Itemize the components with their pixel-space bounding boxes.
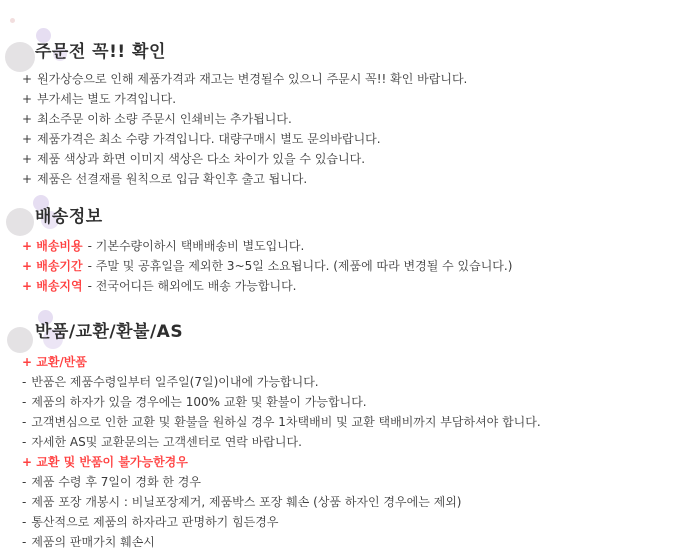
notice-text: - 전국어디든 해외에도 배송 가능합니다. bbox=[87, 279, 297, 293]
heading-row bbox=[22, 28, 690, 63]
notice-text: 통산적으로 제품의 하자라고 판명하기 힘든경우 bbox=[31, 515, 279, 529]
notice-line bbox=[22, 149, 690, 169]
notice-text: 제품은 선결재를 원칙으로 입금 확인후 출고 됩니다. bbox=[37, 172, 308, 186]
notice-bullet: + bbox=[22, 112, 33, 126]
section-heading-shipping bbox=[35, 207, 103, 227]
notice-bullet: - bbox=[22, 535, 27, 549]
notice-bullet: + bbox=[22, 132, 33, 146]
notice-line bbox=[22, 432, 690, 452]
decor-circle-gray bbox=[5, 42, 35, 72]
heading-text: 배송정보 bbox=[35, 207, 103, 228]
notice-text: 최소주문 이하 소량 주문시 인쇄비는 추가됩니다. bbox=[37, 112, 292, 126]
section-shipping-info bbox=[22, 193, 690, 296]
order-check-list bbox=[22, 69, 690, 189]
notice-line bbox=[22, 352, 690, 372]
notice-text: 고객변심으로 인한 교환 및 환불을 원하실 경우 1차택배비 및 교환 택배비까지 부담하셔야 합니다. bbox=[31, 415, 541, 429]
section-heading-order-check bbox=[35, 42, 166, 62]
notice-bullet: - bbox=[22, 375, 27, 389]
notice-label-red: + 배송지역 bbox=[22, 279, 83, 293]
decor-circle-purple bbox=[36, 28, 51, 43]
section-heading-return-exchange bbox=[35, 322, 183, 342]
notice-line bbox=[22, 512, 690, 532]
heading-row bbox=[22, 193, 690, 228]
notice-label-red: + 배송비용 bbox=[22, 239, 83, 253]
heading-text: 주문전 꼭!! 확인 bbox=[35, 42, 166, 63]
notice-line bbox=[22, 236, 690, 256]
notice-bullet: - bbox=[22, 515, 27, 529]
notice-text: 제품가격은 최소 수량 가격입니다. 대량구매시 별도 문의바랍니다. bbox=[37, 132, 381, 146]
decor-circle-gray bbox=[7, 327, 33, 353]
notice-text: 반품은 제품수령일부터 일주일(7일)이내에 가능합니다. bbox=[31, 375, 319, 389]
notice-text: 제품 수령 후 7일이 경화 한 경우 bbox=[31, 475, 201, 489]
heading-row bbox=[22, 308, 690, 343]
return-exchange-list bbox=[22, 352, 690, 552]
section-order-check bbox=[22, 28, 690, 189]
notice-bullet: + bbox=[22, 72, 33, 86]
notice-text: - 기본수량이하시 택배배송비 별도입니다. bbox=[87, 239, 305, 253]
notice-bullet: + bbox=[22, 172, 33, 186]
notice-line bbox=[22, 532, 690, 552]
notice-label-red: + 교환 및 반품이 불가능한경우 bbox=[22, 455, 188, 469]
notice-text: 부가세는 별도 가격입니다. bbox=[37, 92, 177, 106]
notice-text: 제품의 하자가 있을 경우에는 100% 교환 및 환불이 가능합니다. bbox=[31, 395, 367, 409]
notice-bullet: - bbox=[22, 415, 27, 429]
notice-text: 제품 포장 개봉시 : 비닐포장제거, 제품박스 포장 훼손 (상품 하자인 경우에는 제외) bbox=[31, 495, 462, 509]
notice-bullet: - bbox=[22, 395, 27, 409]
notice-line bbox=[22, 169, 690, 189]
notice-bullet: + bbox=[22, 152, 33, 166]
notice-bullet: + bbox=[22, 92, 33, 106]
notice-line bbox=[22, 276, 690, 296]
notice-text: - 주말 및 공휴일을 제외한 3~5일 소요됩니다. (제품에 따라 변경될 수 있습니다.) bbox=[87, 259, 513, 273]
notice-text: 원가상승으로 인해 제품가격과 재고는 변경될수 있으니 주문시 꼭!! 확인 바랍니다. bbox=[37, 72, 468, 86]
notice-line bbox=[22, 129, 690, 149]
notice-line bbox=[22, 109, 690, 129]
notice-label-red: + 배송기간 bbox=[22, 259, 83, 273]
notice-text: 제품의 판매가치 훼손시 bbox=[31, 535, 155, 549]
notice-bullet: - bbox=[22, 495, 27, 509]
notice-line bbox=[22, 256, 690, 276]
decor-circle-pink bbox=[10, 18, 15, 23]
decor-circle-gray bbox=[6, 208, 34, 236]
notice-line bbox=[22, 392, 690, 412]
notice-bullet: - bbox=[22, 435, 27, 449]
heading-text: 반품/교환/환불/AS bbox=[35, 322, 184, 343]
notice-bullet: - bbox=[22, 475, 27, 489]
notice-line bbox=[22, 89, 690, 109]
notice-line bbox=[22, 492, 690, 512]
notice-label-red: + 교환/반품 bbox=[22, 355, 87, 369]
notice-text: 자세한 AS및 교환문의는 고객센터로 연락 바랍니다. bbox=[31, 435, 302, 449]
notice-line bbox=[22, 372, 690, 392]
notice-line bbox=[22, 412, 690, 432]
notice-line bbox=[22, 452, 690, 472]
notice-text: 제품 색상과 화면 이미지 색상은 다소 차이가 있을 수 있습니다. bbox=[37, 152, 366, 166]
notice-line bbox=[22, 69, 690, 89]
section-return-exchange bbox=[22, 308, 690, 552]
notice-line bbox=[22, 472, 690, 492]
shipping-info-list bbox=[22, 236, 690, 296]
